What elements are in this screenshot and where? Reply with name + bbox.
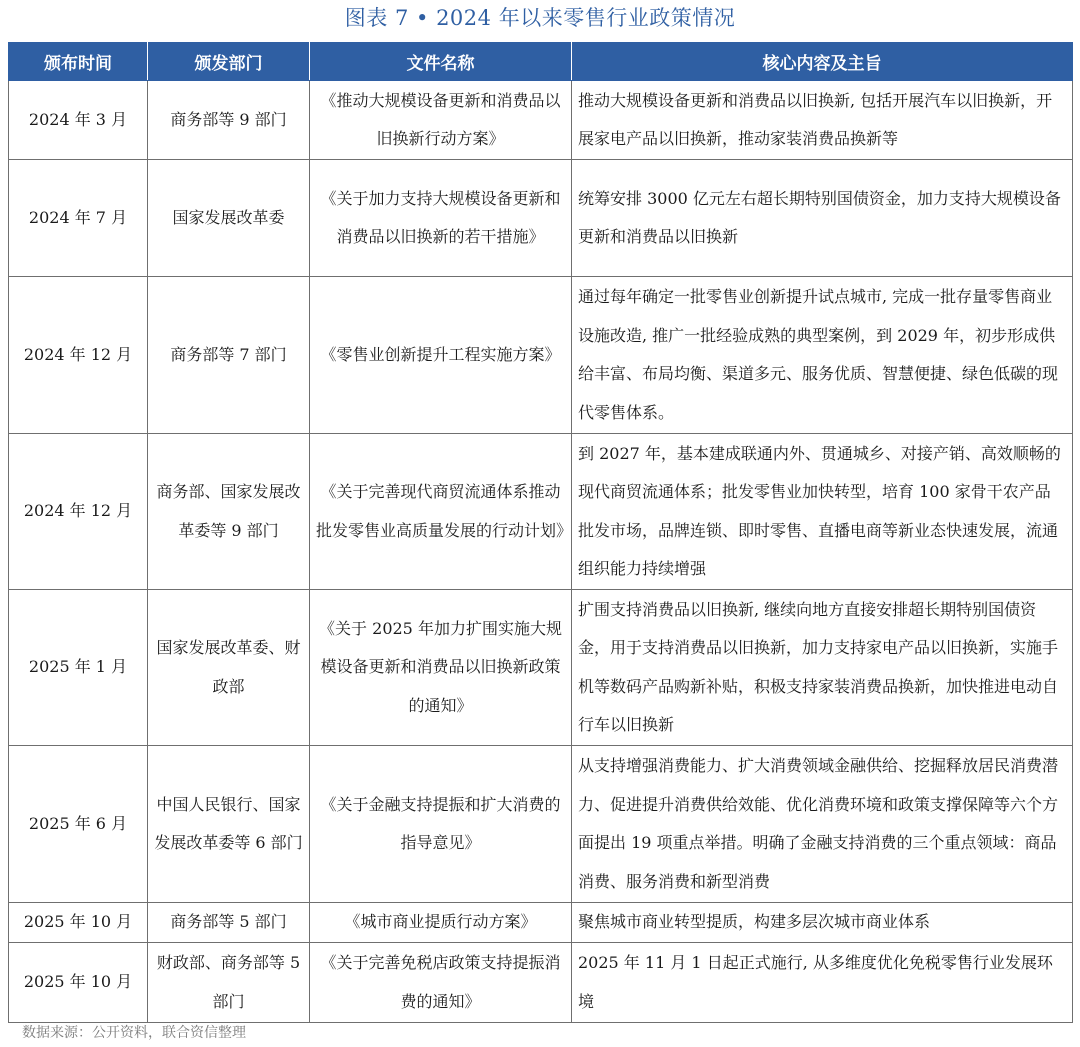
cell-dept: 商务部等 5 部门 [148,903,310,943]
table-row [9,943,1073,1023]
header-doc: 文件名称 [310,43,572,81]
cell-content: 推动大规模设备更新和消费品以旧换新, 包括开展汽车以旧换新，开展家电产品以旧换新，推动家装消费品换新等 [572,81,1073,160]
cell-content: 从支持增强消费能力、扩大消费领域金融供给、挖掘释放居民消费潜力、促进提升消费供给效能、优化消费环境和政策支撑保障等六个方面提出 19 项重点举措。明确了金融支持消费的三个重点领域：商品消费、服务消费和新型消费 [572,746,1073,903]
cell-doc: 《推动大规模设备更新和消费品以旧换新行动方案》 [310,81,572,160]
cell-content: 扩围支持消费品以旧换新, 继续向地方直接安排超长期特别国债资金，用于支持消费品以旧换新，加力支持家电产品以旧换新，实施手机等数码产品购新补贴，积极支持家装消费品换新，加快推进电动自行车以旧换新 [572,590,1073,746]
cell-doc: 《关于完善现代商贸流通体系推动批发零售业高质量发展的行动计划》 [310,434,572,590]
table-header-row [9,43,1073,81]
cell-doc: 《关于加力支持大规模设备更新和消费品以旧换新的若干措施》 [310,160,572,277]
cell-date: 2025 年 1 月 [9,590,148,746]
cell-date: 2025 年 10 月 [9,903,148,943]
cell-date: 2024 年 3 月 [9,81,148,160]
cell-dept: 商务部、国家发展改革委等 9 部门 [148,434,310,590]
table-row [9,160,1073,277]
cell-dept: 国家发展改革委 [148,160,310,277]
cell-date: 2024 年 12 月 [9,434,148,590]
table-row [9,746,1073,903]
cell-content: 聚焦城市商业转型提质，构建多层次城市商业体系 [572,903,1073,943]
cell-dept: 财政部、商务部等 5 部门 [148,943,310,1023]
cell-dept: 国家发展改革委、财政部 [148,590,310,746]
cell-doc: 《城市商业提质行动方案》 [310,903,572,943]
cell-content: 通过每年确定一批零售业创新提升试点城市, 完成一批存量零售商业设施改造, 推广一批经验成熟的典型案例，到 2029 年，初步形成供给丰富、布局均衡、渠道多元、服务优质、智慧便捷、绿色低碳的现代零售体系。 [572,277,1073,434]
cell-dept: 商务部等 9 部门 [148,81,310,160]
page-title: 图表 7 • 2024 年以来零售行业政策情况 [344,6,736,30]
source-note: 数据来源：公开资料，联合资信整理 [22,1025,246,1041]
cell-date: 2025 年 6 月 [9,746,148,903]
table-row [9,277,1073,434]
cell-content: 统筹安排 3000 亿元左右超长期特别国债资金，加力支持大规模设备更新和消费品以旧换新 [572,160,1073,277]
cell-dept: 商务部等 7 部门 [148,277,310,434]
header-dept: 颁发部门 [148,43,310,81]
cell-doc: 《关于金融支持提振和扩大消费的指导意见》 [310,746,572,903]
cell-date: 2024 年 12 月 [9,277,148,434]
cell-content: 2025 年 11 月 1 日起正式施行, 从多维度优化免税零售行业发展环境 [572,943,1073,1023]
cell-dept: 中国人民银行、国家发展改革委等 6 部门 [148,746,310,903]
table-row [9,434,1073,590]
header-content: 核心内容及主旨 [572,43,1073,81]
policy-table [8,42,1073,1023]
cell-date: 2025 年 10 月 [9,943,148,1023]
cell-content: 到 2027 年，基本建成联通内外、贯通城乡、对接产销、高效顺畅的现代商贸流通体系；批发零售业加快转型，培育 100 家骨干农产品批发市场，品牌连锁、即时零售、直播电商等新业态快速发展，流通组织能力持续增强 [572,434,1073,590]
cell-date: 2024 年 7 月 [9,160,148,277]
table-row [9,590,1073,746]
table-row [9,81,1073,160]
cell-doc: 《关于完善免税店政策支持提振消费的通知》 [310,943,572,1023]
table-row [9,903,1073,943]
cell-doc: 《关于 2025 年加力扩围实施大规模设备更新和消费品以旧换新政策的通知》 [310,590,572,746]
cell-doc: 《零售业创新提升工程实施方案》 [310,277,572,434]
header-date: 颁布时间 [9,43,148,81]
